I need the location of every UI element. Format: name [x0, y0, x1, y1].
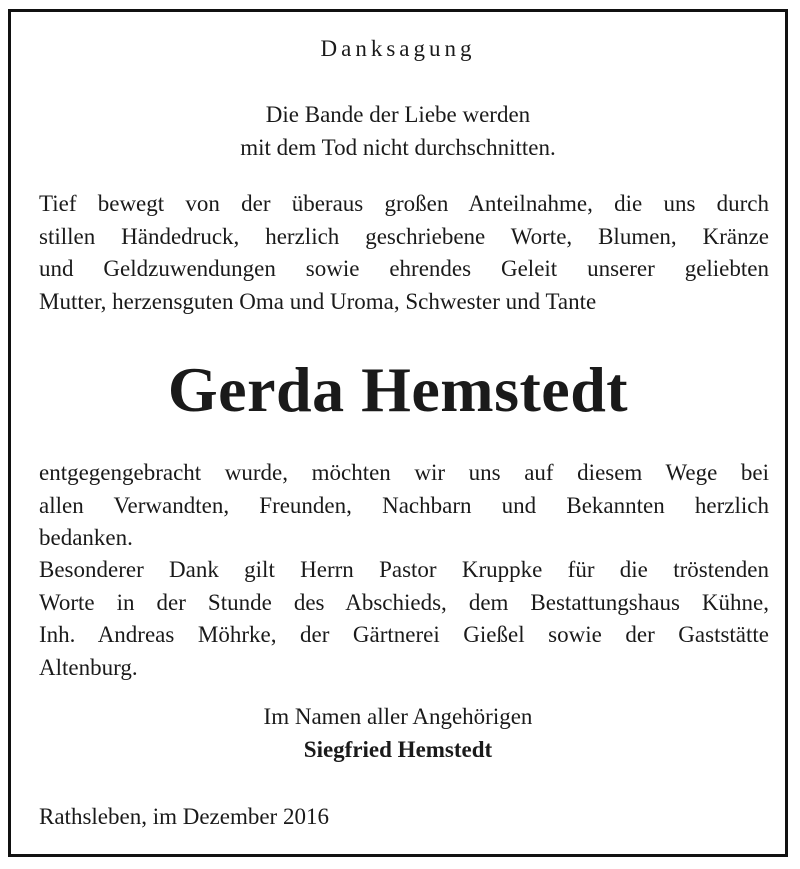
- motto-line: Die Bande der Liebe werden: [265, 102, 531, 127]
- paragraph-special-thanks: [39, 554, 769, 684]
- text-line: bedanken.: [39, 525, 133, 550]
- text-line: allen Verwandten, Freunden, Nachbarn und Bekannten herzlich: [39, 492, 769, 518]
- text-line: Worte in der Stunde des Abschieds, dem Bestattungshaus Kühne,: [39, 589, 769, 615]
- notice-heading: Danksagung: [320, 36, 476, 61]
- deceased-name: Gerda Hemstedt: [167, 354, 629, 425]
- text-line: Tief bewegt von der überaus großen Anteilnahme, die uns durch: [39, 191, 769, 216]
- notice-frame: [8, 9, 788, 857]
- closing: [11, 700, 785, 766]
- text-line: stillen Händedruck, herzlich geschriebene Worte, Blumen, Kränze: [39, 223, 769, 249]
- place-date: Rathsleben, im Dezember 2016: [39, 804, 329, 829]
- paragraph-thanks: [39, 457, 769, 555]
- signer-name: Siegfried Hemstedt: [303, 737, 493, 762]
- motto-line: mit dem Tod nicht durchschnitten.: [240, 135, 556, 160]
- text-line: Inh. Andreas Möhrke, der Gärtnerei Gießel sowie der Gaststätte: [39, 622, 769, 647]
- text-line: und Geldzuwendungen sowie ehrendes Geleit unserer geliebten: [39, 256, 769, 281]
- text-line: entgegengebracht wurde, möchten wir uns auf diesem Wege bei: [39, 460, 769, 485]
- text-line: Besonderer Dank gilt Herrn Pastor Kruppke für die tröstenden: [39, 557, 769, 582]
- text-line: Mutter, herzensguten Oma und Uroma, Schwester und Tante: [39, 288, 597, 314]
- text-line: Altenburg.: [39, 654, 138, 680]
- closing-line: Im Namen aller Angehörigen: [263, 704, 533, 729]
- paragraph-intro: [39, 188, 769, 318]
- motto: [11, 98, 785, 164]
